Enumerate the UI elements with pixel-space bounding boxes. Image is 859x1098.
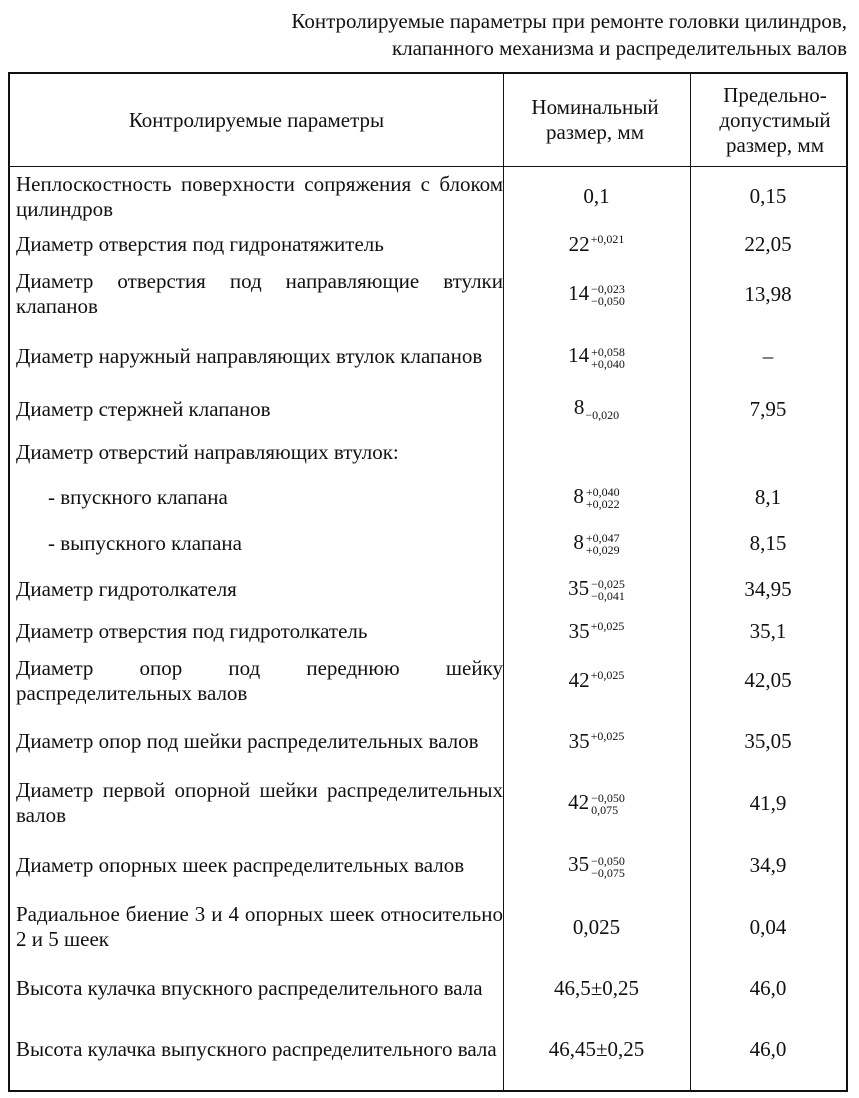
param-cell: Диаметр отверстия под гидронатяжитель [16, 232, 384, 256]
caption-line-2: клапанного механизма и распределительных валов [392, 36, 847, 60]
limit-cell: 8,15 [749, 530, 787, 555]
tolerance [591, 855, 625, 879]
tolerance-lower: +0,040 [591, 356, 625, 371]
table-row [10, 566, 846, 612]
param-cell: Диаметр отверстия под направляющие втулки клапанов [16, 269, 503, 318]
nominal-value: 22 [568, 232, 590, 256]
tolerance [586, 486, 620, 510]
nominal-cell [503, 852, 690, 878]
table-row [10, 388, 846, 430]
nominal-cell [503, 395, 690, 423]
limit-cell: 41,9 [749, 790, 787, 815]
tolerance-lower: +0,029 [585, 543, 620, 558]
table-row [10, 650, 846, 711]
limit-cell: 7,95 [749, 396, 787, 421]
tolerance-upper: +0,025 [590, 729, 625, 743]
nominal-value: 35 [568, 575, 590, 600]
nominal-cell [503, 790, 690, 816]
table-body [10, 167, 846, 1080]
nominal-value: 42 [568, 789, 590, 814]
table-row [10, 520, 846, 566]
tolerance-upper: −0,050 [591, 853, 625, 868]
tolerance-upper: +0,025 [590, 668, 625, 682]
table-row [10, 263, 846, 325]
nominal-value: 8 [573, 529, 584, 554]
param-cell: Высота кулачка впускного распределительного вала [16, 975, 483, 1000]
tolerance-lower: −0,041 [591, 589, 625, 604]
tolerance-upper: +0,058 [591, 344, 625, 359]
nominal-value: 46,45±0,25 [548, 1037, 645, 1061]
caption-line-1: Контролируемые параметры при ремонте головки цилиндров, [291, 9, 847, 33]
limit-cell: 8,1 [754, 484, 782, 509]
limit-cell: 46,0 [749, 975, 787, 1000]
param-cell: Диаметр стержней клапанов [16, 396, 271, 421]
tolerance-lower: 0,075 [591, 803, 619, 818]
tolerance [591, 346, 625, 370]
limit-cell: 34,9 [749, 853, 787, 877]
nominal-value: 42 [568, 668, 590, 692]
limit-cell: 42,05 [744, 668, 792, 692]
nominal-value: 35 [568, 729, 590, 753]
tolerance-upper: +0,040 [585, 485, 620, 500]
limit-cell: 35,1 [749, 618, 787, 643]
limit-cell: 0,04 [749, 914, 787, 939]
param-cell: Диаметр опор под шейки распределительных валов [16, 729, 479, 753]
table-row [10, 474, 846, 520]
nominal-value: 14 [568, 343, 590, 368]
param-cell: Диаметр наружный направляющих втулок клапанов [16, 344, 483, 368]
param-cell: Диаметр гидротолкателя [16, 576, 237, 601]
table-row [10, 711, 846, 772]
nominal-cell [503, 619, 690, 644]
tolerance [591, 578, 625, 602]
table-row [10, 430, 846, 474]
parameters-table [8, 72, 848, 1092]
nominal-value: 14 [568, 280, 590, 305]
param-cell: - выпускного клапана [48, 530, 242, 555]
param-cell: Неплоскостность поверхности сопряжения с блоком цилиндров [16, 171, 503, 221]
nominal-value: 46,5±0,25 [553, 975, 640, 1000]
limit-cell: 13,98 [744, 281, 792, 306]
nominal-value: 0,025 [572, 914, 621, 939]
tolerance-upper: +0,021 [590, 232, 625, 246]
tolerance-lower: +0,022 [585, 497, 620, 512]
table-row [10, 167, 846, 226]
tolerance-lower: −0,050 [591, 294, 625, 309]
nominal-cell [503, 729, 690, 754]
table-row [10, 325, 846, 388]
header-param: Контролируемые параметры [128, 107, 385, 132]
nominal-cell [503, 668, 690, 693]
tolerance-upper: +0,047 [585, 531, 620, 546]
tolerance-lower: −0,020 [585, 408, 620, 423]
nominal-cell [503, 281, 690, 307]
table-row [10, 957, 846, 1019]
tolerance-upper: −0,025 [591, 577, 625, 592]
nominal-cell [503, 232, 690, 257]
header-limit: Предельно-допустимый размер, мм [719, 82, 831, 157]
nominal-cell [503, 1037, 690, 1062]
limit-cell: 34,95 [744, 576, 792, 601]
header-nominal: Номинальный размер, мм [531, 95, 659, 144]
tolerance-lower: −0,075 [591, 865, 625, 880]
nominal-value: 35 [568, 852, 590, 877]
tolerance-upper: +0,025 [590, 618, 625, 633]
nominal-cell [503, 484, 690, 510]
param-cell: Диаметр опор под переднюю шейку распределительных валов [16, 655, 503, 705]
param-cell: Диаметр отверстий направляющих втулок: [16, 439, 399, 464]
table-row [10, 1019, 846, 1080]
limit-cell: 22,05 [744, 232, 792, 256]
tolerance [591, 792, 625, 816]
limit-cell: 0,15 [749, 184, 787, 208]
table-row [10, 226, 846, 263]
tolerance-upper: −0,050 [591, 791, 625, 806]
limit-cell: 35,05 [744, 729, 792, 753]
nominal-value: 35 [568, 618, 590, 643]
param-cell: Диаметр отверстия под гидротолкатель [16, 618, 368, 643]
table-row [10, 772, 846, 834]
nominal-cell [503, 915, 690, 940]
param-cell: Диаметр первой опорной шейки распределительных валов [16, 778, 503, 827]
table-row [10, 612, 846, 650]
param-cell: Радиальное биение 3 и 4 опорных шеек относительно 2 и 5 шеек [16, 902, 503, 951]
nominal-cell [503, 976, 690, 1001]
nominal-value: 0,1 [583, 184, 610, 208]
tolerance-upper: −0,023 [591, 282, 625, 297]
nominal-cell [503, 530, 690, 556]
table-caption [291, 8, 847, 62]
table-row [10, 834, 846, 897]
nominal-value: 8 [573, 483, 584, 508]
tolerance [586, 532, 620, 556]
param-cell: Диаметр опорных шеек распределительных валов [16, 853, 465, 877]
nominal-cell [503, 343, 690, 369]
nominal-value: 8 [573, 394, 585, 419]
nominal-cell [503, 184, 690, 209]
table-row [10, 897, 846, 957]
param-cell: Высота кулачка выпускного распределительного вала [16, 1037, 497, 1061]
nominal-cell [503, 576, 690, 602]
tolerance [591, 283, 625, 307]
limit-cell: – [762, 344, 774, 368]
param-cell: - впускного клапана [48, 484, 228, 509]
limit-cell: 46,0 [749, 1037, 787, 1061]
